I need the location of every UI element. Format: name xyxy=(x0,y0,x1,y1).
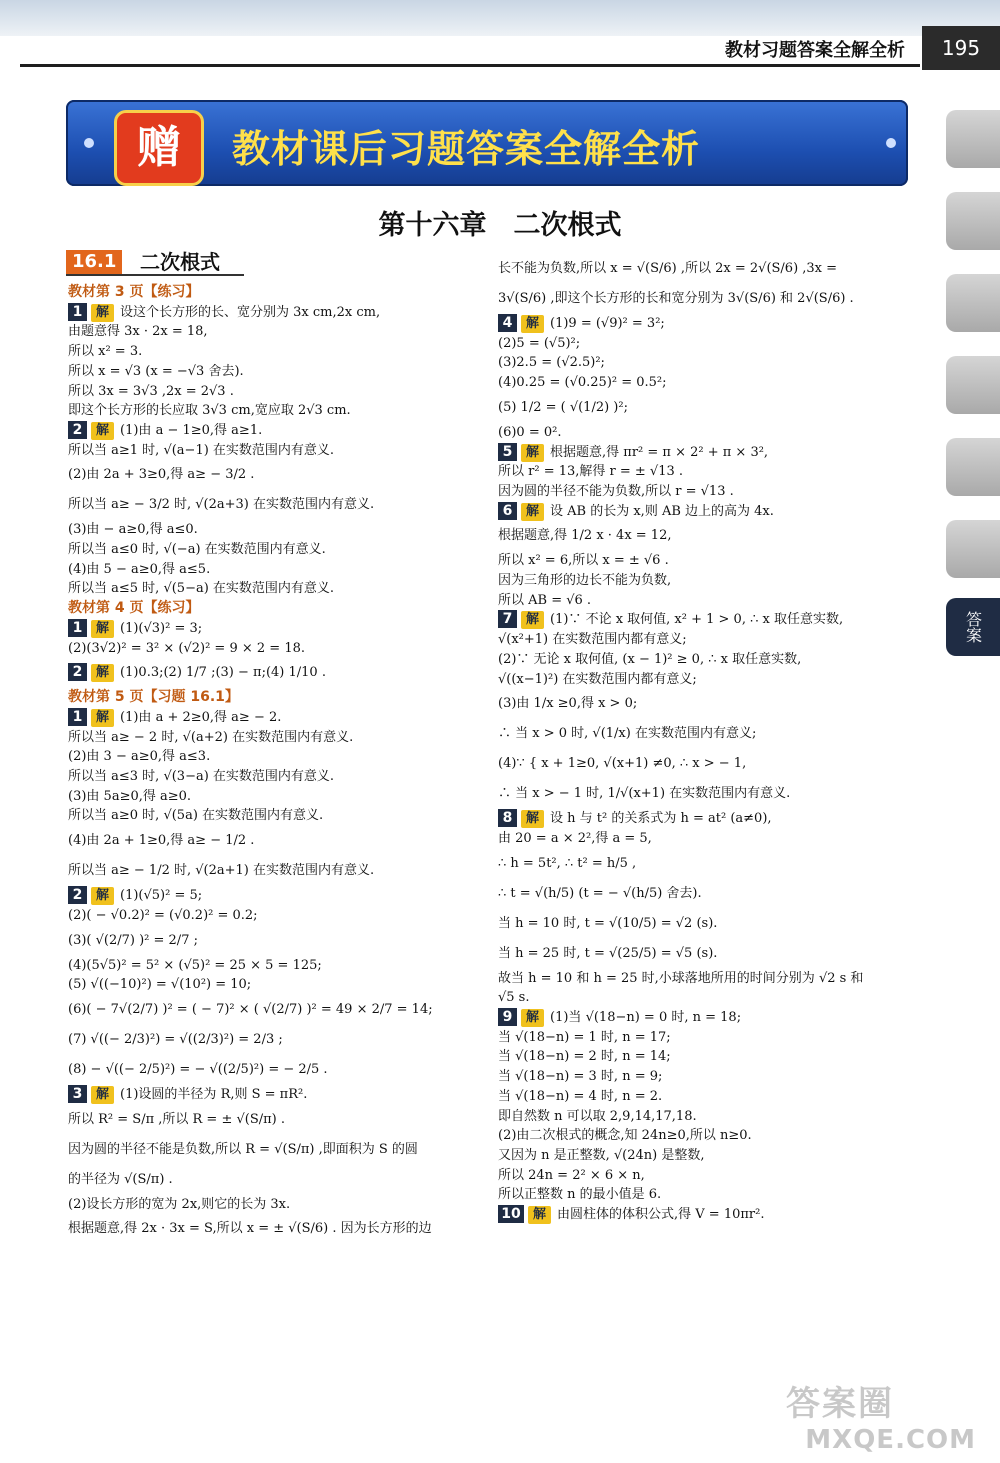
line-text: (5) 1/2 = ( √(1/2) )²; xyxy=(498,399,628,415)
solution-badge: 解 xyxy=(91,1086,114,1104)
line-text: ∴ 当 x > 0 时, √(1/x) 在实数范围内有意义; xyxy=(498,726,757,742)
solution-line xyxy=(498,909,916,939)
line-text: 由题意得 3x · 2x = 18, xyxy=(68,324,208,340)
line-text: 因为圆的半径不能是负数,所以 R = √(S/π) ,即面积为 S 的圆 xyxy=(68,1141,418,1157)
solution-line xyxy=(498,1185,916,1205)
solution-line xyxy=(498,423,916,443)
line-text: √5 s. xyxy=(498,990,530,1006)
line-text: 故当 h = 10 和 h = 25 时,小球落地所用的时间分别为 √2 s 和 xyxy=(498,970,864,986)
question-number: 8 xyxy=(498,809,517,827)
line-text: (1)(√5)² = 5; xyxy=(120,888,203,904)
line-text: 的半径为 √(S/π) . xyxy=(68,1171,173,1187)
question-number: 6 xyxy=(498,502,517,520)
line-text: 设这个长方形的长、宽分别为 3x cm,2x cm, xyxy=(120,304,381,320)
solution-line xyxy=(68,382,480,402)
line-text: √((x−1)²) 在实数范围内都有意义; xyxy=(498,671,697,687)
solution-line xyxy=(498,650,916,670)
solution-line xyxy=(498,373,916,393)
line-text: (1)设圆的半径为 R,则 S = πR². xyxy=(120,1086,308,1102)
question-number: 3 xyxy=(68,1085,87,1103)
solution-line xyxy=(68,1025,480,1055)
solution-line xyxy=(498,879,916,909)
question-line xyxy=(68,303,480,323)
line-text: 3√(S/6) ,即这个长方形的长和宽分别为 3√(S/6) 和 2√(S/6) . xyxy=(498,291,854,306)
line-text: 当 √(18−n) = 1 时, n = 17; xyxy=(498,1029,671,1045)
line-text: 所以当 a≤0 时, √(−a) 在实数范围内有意义. xyxy=(68,542,326,558)
question-line xyxy=(498,809,916,829)
line-text: (1)由 a − 1≥0,得 a≥1. xyxy=(120,422,263,438)
line-text: (3)由 − a≥0,得 a≤0. xyxy=(68,522,198,538)
solution-line xyxy=(498,393,916,423)
line-text: 由圆柱体的体积公式,得 V = 10πr². xyxy=(557,1207,765,1223)
question-line xyxy=(68,708,480,728)
line-text: (8) − √((− 2/5)²) = − √((2/5)²) = − 2/5 . xyxy=(68,1061,328,1077)
line-text: 根据题意,得 1/2 x · 4x = 12, xyxy=(498,528,672,544)
line-text: (4)0.25 = (√0.25)² = 0.5²; xyxy=(498,375,667,391)
solution-line xyxy=(498,521,916,551)
line-text: 因为圆的半径不能为负数,所以 r = √13 . xyxy=(498,483,734,499)
line-text: 根据题意,得 πr² = π × 2² + π × 3², xyxy=(550,444,769,460)
solution-line xyxy=(68,926,480,956)
question-line xyxy=(68,1085,480,1105)
question-number: 4 xyxy=(498,314,517,332)
line-text: 所以 x² = 3. xyxy=(68,344,143,360)
solution-line xyxy=(498,591,916,611)
solution-line xyxy=(68,767,480,787)
solution-line xyxy=(498,482,916,502)
side-tab-answers[interactable]: 答案 xyxy=(946,598,1000,656)
line-text: 所以 AB = √6 . xyxy=(498,592,592,608)
line-text: 当 √(18−n) = 3 时, n = 9; xyxy=(498,1069,663,1085)
line-text: (6)( − 7√(2/7) )² = ( − 7)² × ( √(2/7) )² = 49 × 2/7 = 14; xyxy=(68,1001,433,1017)
solution-line xyxy=(68,540,480,560)
solution-badge: 解 xyxy=(521,503,544,521)
line-text: (7) √((− 2/3)²) = √((2/3)²) = 2/3 ; xyxy=(68,1031,283,1047)
solution-line xyxy=(498,670,916,690)
solution-line xyxy=(68,787,480,807)
solution-line xyxy=(498,969,916,989)
line-text: 所以正整数 n 的最小值是 6. xyxy=(498,1187,662,1203)
watermark-line-1: 答案圈 xyxy=(786,1384,894,1424)
line-text: (5) √((−10)²) = √(10²) = 10; xyxy=(68,977,252,993)
line-text: 所以当 a≤3 时, √(3−a) 在实数范围内有意义. xyxy=(68,769,335,785)
subsection-heading xyxy=(68,688,480,708)
question-line xyxy=(498,610,916,630)
solution-line xyxy=(68,728,480,748)
solution-line xyxy=(68,975,480,995)
solution-line xyxy=(498,829,916,849)
line-text: (3)由 5a≥0,得 a≥0. xyxy=(68,788,192,804)
question-number: 2 xyxy=(68,421,87,439)
question-line xyxy=(498,502,916,522)
solution-line xyxy=(498,1107,916,1127)
solution-line xyxy=(68,490,480,520)
line-text: 当 h = 25 时, t = √(25/5) = √5 (s). xyxy=(498,945,718,961)
side-tab-6[interactable] xyxy=(946,520,1000,578)
line-text: 又因为 n 是正整数, √(24n) 是整数, xyxy=(498,1147,705,1163)
line-text: (3)( √(2/7) )² = 2/7 ; xyxy=(68,932,198,948)
solution-badge: 解 xyxy=(91,664,114,682)
banner-dot-left-icon xyxy=(84,138,94,148)
line-text: ∴ t = √(h/5) (t = − √(h/5) 舍去). xyxy=(498,885,702,901)
solution-line xyxy=(68,342,480,362)
question-number: 2 xyxy=(68,886,87,904)
left-column xyxy=(68,283,480,1244)
line-text: 所以 24n = 2² × 6 × n, xyxy=(498,1167,645,1183)
subsection-label: 教材第 4 页【练习】 xyxy=(68,600,200,617)
solution-badge: 解 xyxy=(91,887,114,905)
question-number: 5 xyxy=(498,443,517,461)
question-line xyxy=(498,314,916,334)
line-text: 设 h 与 t² 的关系式为 h = at² (a≠0), xyxy=(550,811,772,827)
solution-line xyxy=(498,1126,916,1146)
solution-badge: 解 xyxy=(521,315,544,333)
solution-line xyxy=(498,571,916,591)
solution-badge: 解 xyxy=(521,1009,544,1027)
solution-line xyxy=(498,988,916,1008)
line-text: 即自然数 n 可以取 2,9,14,17,18. xyxy=(498,1108,697,1124)
line-text: 所以 r² = 13,解得 r = ± √13 . xyxy=(498,464,684,480)
line-text: (1)由 a + 2≥0,得 a≥ − 2. xyxy=(120,709,282,725)
solution-line xyxy=(498,689,916,719)
solution-line xyxy=(498,719,916,749)
section-number: 16.1 xyxy=(66,250,122,274)
solution-line xyxy=(68,520,480,540)
section-title: 二次根式 xyxy=(140,250,220,274)
solution-line xyxy=(498,630,916,650)
solution-line xyxy=(68,560,480,580)
solution-line xyxy=(68,1165,480,1195)
banner-title: 教材课后习题答案全解全析 xyxy=(232,127,701,171)
header-rule xyxy=(20,64,920,67)
line-text: 所以当 a≥ − 3/2 时, √(2a+3) 在实数范围内有意义. xyxy=(68,497,375,513)
solution-line xyxy=(498,353,916,373)
solution-line xyxy=(68,856,480,886)
solution-badge: 解 xyxy=(528,1206,551,1224)
solution-badge: 解 xyxy=(91,620,114,638)
header-title: 教材习题答案全解全析 xyxy=(725,40,905,61)
watermark xyxy=(786,1376,976,1456)
line-text: 当 √(18−n) = 2 时, n = 14; xyxy=(498,1049,671,1065)
line-text: (2)设长方形的宽为 2x,则它的长为 3x. xyxy=(68,1196,291,1212)
question-line xyxy=(68,421,480,441)
solution-line xyxy=(498,1047,916,1067)
line-text: 当 √(18−n) = 4 时, n = 2. xyxy=(498,1088,663,1104)
solution-line xyxy=(68,1214,480,1244)
solution-line xyxy=(498,462,916,482)
section-heading xyxy=(66,250,244,276)
question-line xyxy=(68,658,480,688)
solution-line xyxy=(498,1067,916,1087)
solution-line xyxy=(68,579,480,599)
solution-line xyxy=(498,284,916,314)
solution-badge: 解 xyxy=(91,422,114,440)
solution-badge: 解 xyxy=(521,444,544,462)
solution-badge: 解 xyxy=(521,810,544,828)
chapter-title: 第十六章 二次根式 xyxy=(378,210,622,241)
solution-line xyxy=(68,1135,480,1165)
line-text: (1)(√3)² = 3; xyxy=(120,620,203,636)
solution-line xyxy=(498,1087,916,1107)
side-tab-3[interactable] xyxy=(946,274,1000,332)
line-text: 所以当 a≤5 时, √(5−a) 在实数范围内有意义. xyxy=(68,581,335,597)
solution-badge: 解 xyxy=(521,611,544,629)
question-number: 2 xyxy=(68,663,87,681)
question-line xyxy=(68,886,480,906)
line-text: 当 h = 10 时, t = √(10/5) = √2 (s). xyxy=(498,915,718,931)
line-text: (1)当 √(18−n) = 0 时, n = 18; xyxy=(550,1010,742,1026)
line-text: (2)(3√2)² = 3² × (√2)² = 9 × 2 = 18. xyxy=(68,640,305,656)
question-line xyxy=(498,1205,916,1225)
subsection-heading xyxy=(68,283,480,303)
line-text: 由 20 = a × 2²,得 a = 5, xyxy=(498,830,652,846)
page-number: 195 xyxy=(922,26,1000,70)
line-text: (2)由 3 − a≥0,得 a≤3. xyxy=(68,749,211,765)
line-text: (2)由二次根式的概念,知 24n≥0,所以 n≥0. xyxy=(498,1128,752,1144)
solution-line xyxy=(68,322,480,342)
solution-line xyxy=(68,362,480,382)
line-text: (4)由 2a + 1≥0,得 a≥ − 1/2 . xyxy=(68,833,255,849)
solution-line xyxy=(68,1105,480,1135)
solution-badge: 解 xyxy=(91,709,114,727)
question-number: 1 xyxy=(68,619,87,637)
line-text: (2)5 = (√5)²; xyxy=(498,335,581,351)
line-text: (2)由 2a + 3≥0,得 a≥ − 3/2 . xyxy=(68,467,255,483)
solution-line xyxy=(68,639,480,659)
line-text: (3)2.5 = (√2.5)²; xyxy=(498,355,605,371)
line-text: (4)由 5 − a≥0,得 a≤5. xyxy=(68,561,211,577)
line-text: (1)9 = (√9)² = 3²; xyxy=(550,316,665,331)
solution-line xyxy=(68,401,480,421)
solution-badge: 解 xyxy=(91,304,114,322)
line-text: 所以当 a≥ − 2 时, √(a+2) 在实数范围内有意义. xyxy=(68,729,354,745)
line-text: 根据题意,得 2x · 3x = S,所以 x = ± √(S/6) . 因为长方形的边 xyxy=(68,1221,432,1237)
solution-line xyxy=(498,1146,916,1166)
solution-line xyxy=(68,906,480,926)
solution-line xyxy=(498,849,916,879)
question-number: 7 xyxy=(498,610,517,628)
line-text: √(x²+1) 在实数范围内都有意义; xyxy=(498,632,687,648)
question-line xyxy=(68,619,480,639)
banner-badge: 赠 xyxy=(114,110,204,186)
line-text: (1)0.3;(2) 1/7 ;(3) − π;(4) 1/10 . xyxy=(120,665,326,681)
line-text: (2)∵ 无论 x 取何值, (x − 1)² ≥ 0, ∴ x 取任意实数, xyxy=(498,651,802,667)
line-text: 所以当 a≥0 时, √(5a) 在实数范围内有意义. xyxy=(68,808,324,824)
solution-line xyxy=(498,1028,916,1048)
line-text: 即这个长方形的长应取 3√3 cm,宽应取 2√3 cm. xyxy=(68,403,351,419)
line-text: (1)∵ 不论 x 取何值, x² + 1 > 0, ∴ x 取任意实数, xyxy=(550,612,844,628)
solution-line xyxy=(498,939,916,969)
solution-line xyxy=(68,747,480,767)
subsection-heading xyxy=(68,599,480,619)
line-text: ∴ h = 5t², ∴ t² = h/5 , xyxy=(498,855,637,871)
side-tab-1[interactable] xyxy=(946,110,1000,168)
solution-line xyxy=(68,956,480,976)
subsection-label: 教材第 5 页【习题 16.1】 xyxy=(68,689,239,706)
top-gradient xyxy=(0,0,1000,36)
solution-line xyxy=(68,806,480,826)
solution-line xyxy=(68,460,480,490)
line-text: 所以 x² = 6,所以 x = ± √6 . xyxy=(498,553,669,569)
line-text: (4)(5√5)² = 5² × (√5)² = 25 × 5 = 125; xyxy=(68,957,322,973)
question-number: 1 xyxy=(68,708,87,726)
line-text: (3)由 1/x ≥0,得 x > 0; xyxy=(498,696,638,712)
line-text: (2)( − √0.2)² = (√0.2)² = 0.2; xyxy=(68,907,258,923)
banner-dot-right-icon xyxy=(886,138,896,148)
question-number: 1 xyxy=(68,303,87,321)
line-text: 设 AB 的长为 x,则 AB 边上的高为 4x. xyxy=(550,503,774,519)
watermark-line-2: MXQE.COM xyxy=(805,1425,976,1455)
line-text: 长不能为负数,所以 x = √(S/6) ,所以 2x = 2√(S/6) ,3x = xyxy=(498,261,838,276)
solution-line xyxy=(68,995,480,1025)
question-line xyxy=(498,443,916,463)
right-column xyxy=(498,254,916,1225)
solution-line xyxy=(68,1055,480,1085)
subsection-label: 教材第 3 页【练习】 xyxy=(68,284,200,300)
line-text: 所以当 a≥1 时, √(a−1) 在实数范围内有意义. xyxy=(68,442,335,458)
solution-line xyxy=(498,551,916,571)
solution-line xyxy=(498,1166,916,1186)
solution-line xyxy=(68,441,480,461)
line-text: 因为三角形的边长不能为负数, xyxy=(498,573,672,589)
line-text: ∴ 当 x > − 1 时, 1/√(x+1) 在实数范围内有意义. xyxy=(498,786,791,802)
side-tab-5[interactable] xyxy=(946,438,1000,496)
line-text: (4)∵ { x + 1≥0, √(x+1) ≠0, ∴ x > − 1, xyxy=(498,756,747,772)
line-text: (6)0 = 0². xyxy=(498,424,562,440)
side-tab-4[interactable] xyxy=(946,356,1000,414)
question-line xyxy=(498,1008,916,1028)
solution-line xyxy=(68,826,480,856)
solution-line xyxy=(498,334,916,354)
question-number: 10 xyxy=(498,1205,524,1223)
solution-line xyxy=(498,749,916,779)
line-text: 所以 R² = S/π ,所以 R = ± √(S/π) . xyxy=(68,1111,286,1127)
line-text: 所以 3x = 3√3 ,2x = 2√3 . xyxy=(68,383,234,399)
solution-line xyxy=(498,254,916,284)
line-text: 所以当 a≥ − 1/2 时, √(2a+1) 在实数范围内有意义. xyxy=(68,863,375,879)
question-number: 9 xyxy=(498,1008,517,1026)
line-text: 所以 x = √3 (x = −√3 舍去). xyxy=(68,363,244,379)
solution-line xyxy=(68,1195,480,1215)
solution-line xyxy=(498,779,916,809)
